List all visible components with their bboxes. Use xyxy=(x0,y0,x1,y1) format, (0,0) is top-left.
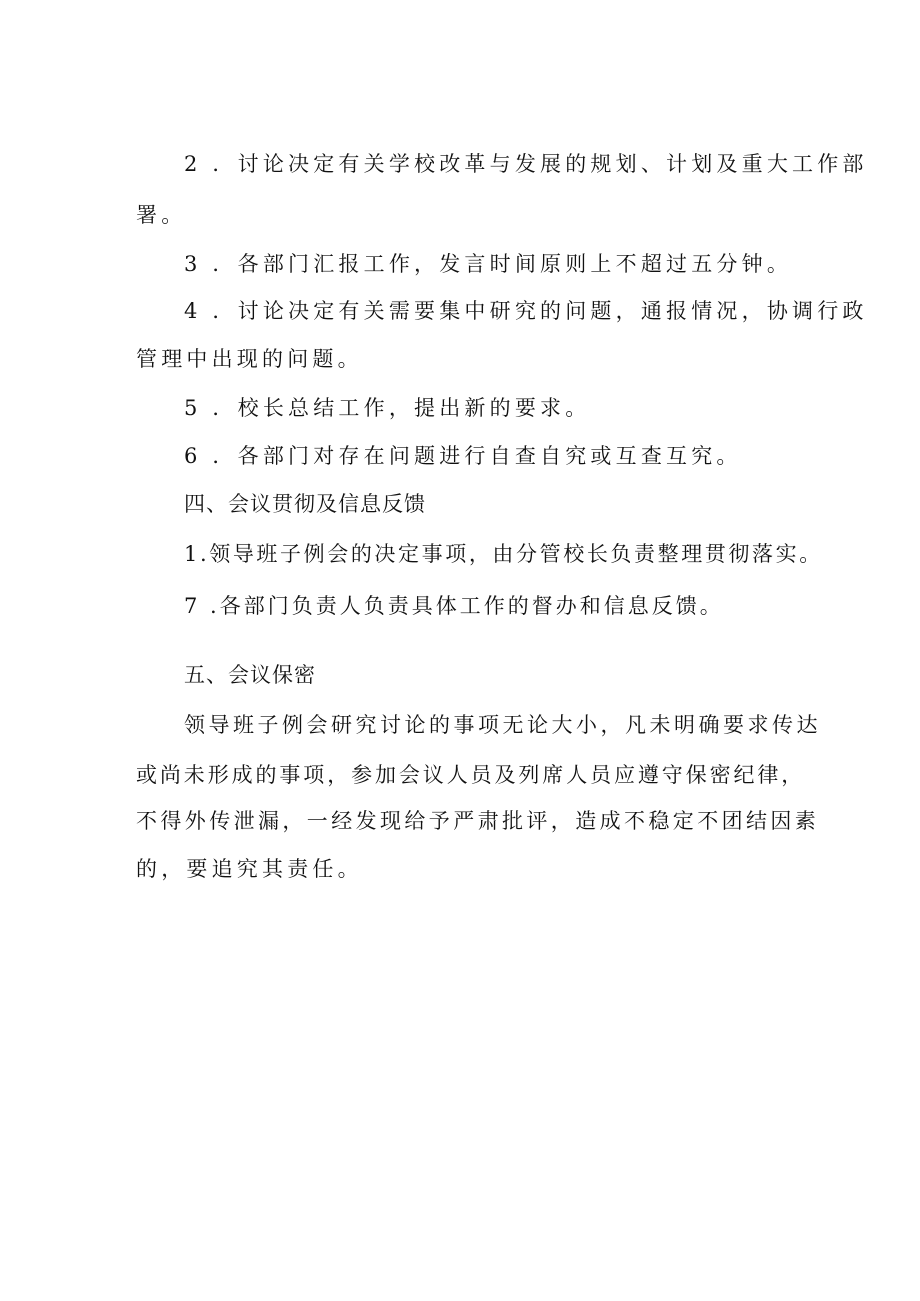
section-5-heading: 五、会议保密 xyxy=(184,663,316,687)
item-2-line-1: 2 ．讨论决定有关学校改革与发展的规划、计划及重大工作部 xyxy=(184,152,868,176)
item-6: 6 ．各部门对存在问题进行自查自究或互查互究。 xyxy=(184,444,742,468)
section-4-paragraph-1: 1.领导班子例会的决定事项，由分管校长负责整理贯彻落实。 xyxy=(184,542,823,566)
item-4-line-2: 管理中出现的问题。 xyxy=(136,347,363,371)
section-4-paragraph-2: 7 .各部门负责人负责具体工作的督办和信息反馈。 xyxy=(184,594,724,618)
section-5-line-1: 领导班子例会研究讨论的事项无论大小，凡未明确要求传达 xyxy=(184,713,821,737)
item-4-line-1: 4 ．讨论决定有关需要集中研究的问题，通报情况，协调行政 xyxy=(184,299,868,323)
item-3: 3 ．各部门汇报工作，发言时间原则上不超过五分钟。 xyxy=(184,252,793,276)
section-5-line-3: 不得外传泄漏，一经发现给予严肃批评，造成不稳定不团结因素 xyxy=(136,809,820,833)
section-4-heading: 四、会议贯彻及信息反馈 xyxy=(184,492,426,516)
section-5-line-2: 或尚未形成的事项，参加会议人员及列席人员应遵守保密纪律， xyxy=(136,763,806,787)
section-5-line-4: 的，要追究其责任。 xyxy=(136,857,363,881)
item-5: 5 ．校长总结工作，提出新的要求。 xyxy=(184,396,591,420)
item-2-line-2: 署。 xyxy=(136,203,187,227)
